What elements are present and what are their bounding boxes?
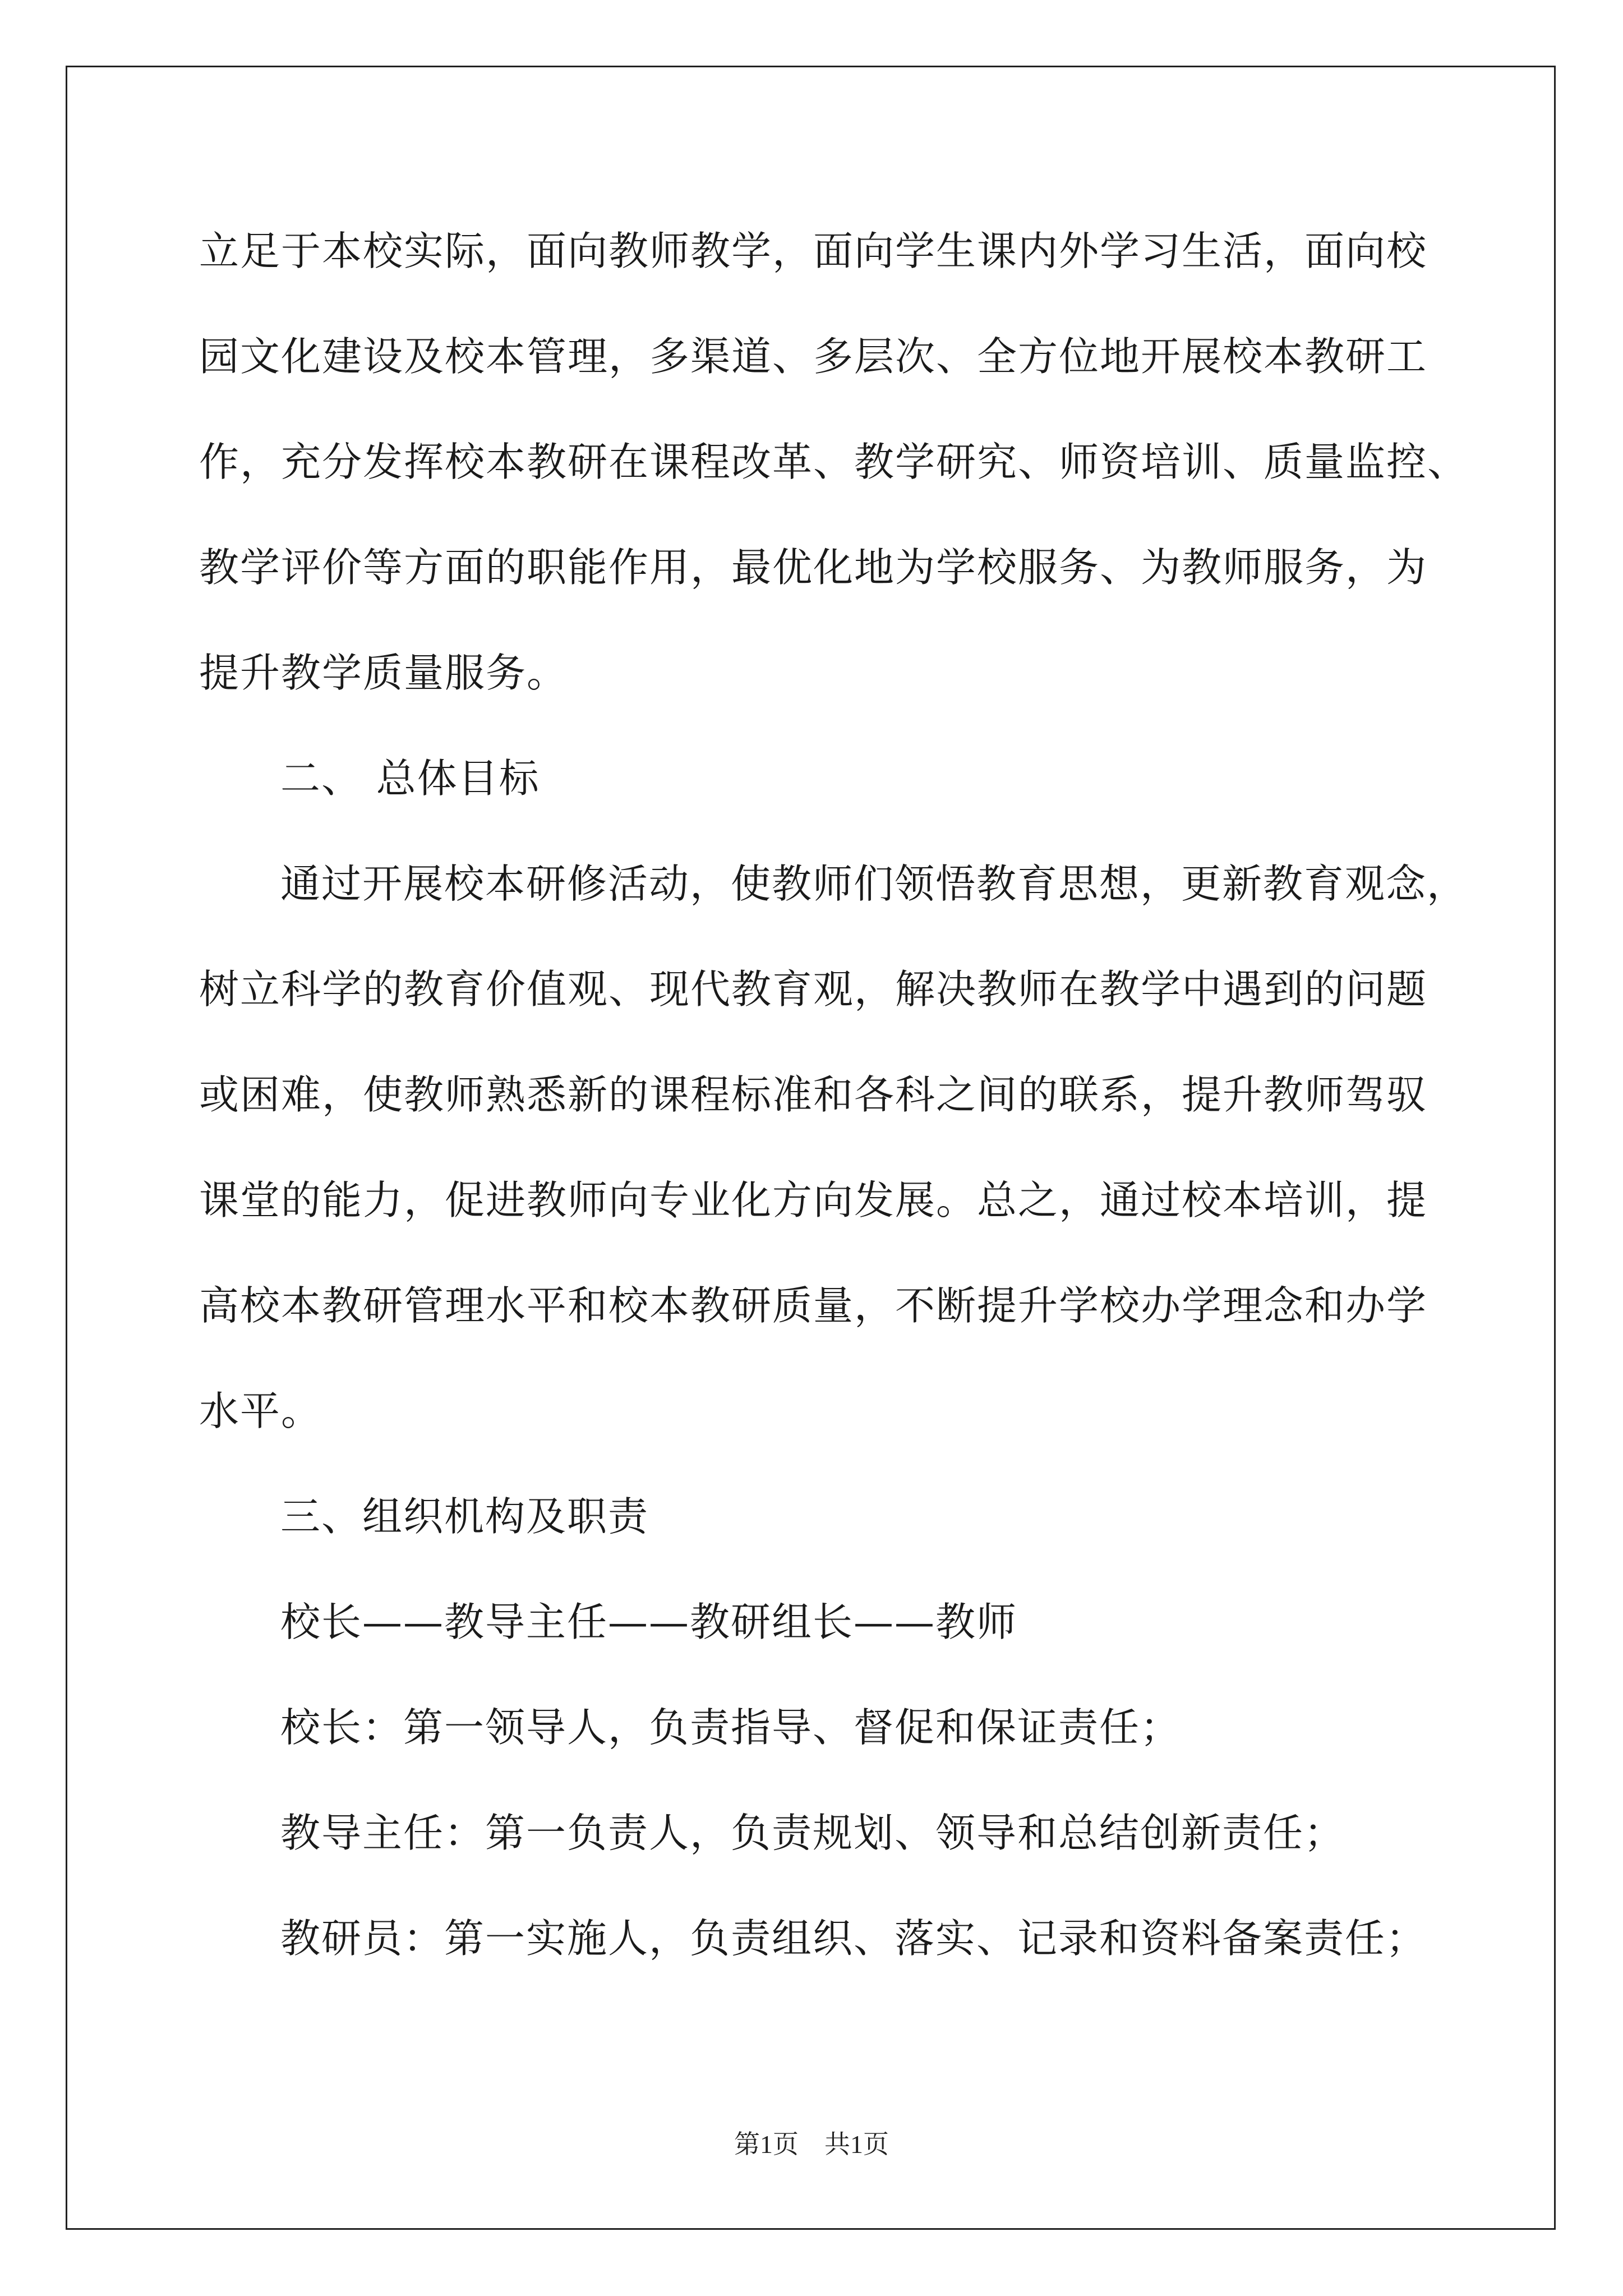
paragraph-line: 园文化建设及校本管理，多渠道、多层次、全方位地开展校本教研工 xyxy=(199,333,1428,380)
paragraph-line: 水平。 xyxy=(199,1388,322,1434)
paragraph-line: 教学评价等方面的职能作用，最优化地为学校服务、为教师服务，为 xyxy=(199,544,1428,591)
page-border xyxy=(66,66,1556,2230)
duty-line: 校长：第一领导人，负责指导、督促和保证责任； xyxy=(280,1704,1182,1751)
paragraph-line: 高校本教研管理水平和校本教研质量，不断提升学校办学理念和办学 xyxy=(199,1282,1428,1329)
duty-line: 教研员：第一实施人，负责组织、落实、记录和资料备案责任； xyxy=(280,1915,1427,1962)
paragraph-line: 作，充分发挥校本教研在课程改革、教学研究、师资培训、质量监控、 xyxy=(199,439,1469,485)
section-heading: 二、 总体目标 xyxy=(280,755,540,802)
paragraph-line: 树立科学的教育价值观、现代教育观，解决教师在教学中遇到的问题 xyxy=(199,966,1428,1013)
org-chain: 校长——教导主任——教研组长——教师 xyxy=(280,1599,1018,1645)
paragraph-line: 立足于本校实际，面向教师教学，面向学生课内外学习生活，面向校 xyxy=(199,228,1428,274)
paragraph-line: 提升教学质量服务。 xyxy=(199,650,568,696)
section-heading: 三、组织机构及职责 xyxy=(280,1493,649,1540)
duty-line: 教导主任：第一负责人，负责规划、领导和总结创新责任； xyxy=(280,1810,1345,1856)
page-footer: 第1页 共1页 xyxy=(734,2130,889,2159)
paragraph-line: 或困难，使教师熟悉新的课程标准和各科之间的联系，提升教师驾驭 xyxy=(199,1071,1428,1118)
paragraph-line: 通过开展校本研修活动，使教师们领悟教育思想，更新教育观念， xyxy=(280,861,1468,907)
paragraph-line: 课堂的能力，促进教师向专业化方向发展。总之，通过校本培训，提 xyxy=(199,1177,1428,1223)
